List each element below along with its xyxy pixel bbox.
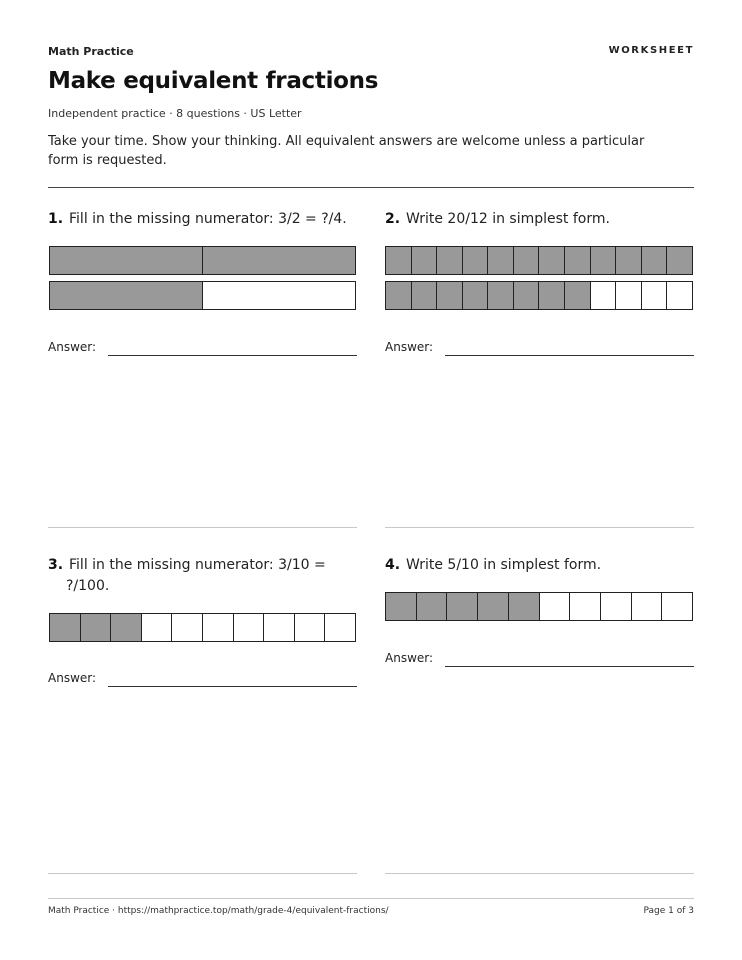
fraction-bar <box>385 246 693 275</box>
empty-cell <box>234 614 265 641</box>
shaded-cell <box>642 247 668 274</box>
answer-label: Answer: <box>48 340 97 354</box>
question-3-prompt <box>48 555 338 597</box>
shaded-cell <box>437 282 463 309</box>
shaded-cell <box>386 247 412 274</box>
brand-name: Math Practice <box>48 45 134 58</box>
fraction-bar <box>49 613 356 642</box>
shaded-cell <box>412 247 438 274</box>
question-2 <box>385 209 694 230</box>
shaded-cell <box>50 614 81 641</box>
empty-cell <box>540 593 571 620</box>
footer-source: Math Practice · https://mathpractice.top/math/grade-4/equivalent-fractions/ <box>48 906 389 916</box>
document-type-tag: WORKSHEET <box>608 45 694 56</box>
question-4-prompt <box>385 555 694 576</box>
empty-cell <box>570 593 601 620</box>
empty-cell <box>203 282 355 309</box>
empty-cell <box>591 282 617 309</box>
empty-cell <box>662 593 692 620</box>
question-2-answer <box>385 340 694 356</box>
question-3-number: 3. <box>48 557 64 573</box>
fraction-bar <box>385 592 693 621</box>
empty-cell <box>632 593 663 620</box>
shaded-cell <box>417 593 448 620</box>
empty-cell <box>264 614 295 641</box>
shaded-cell <box>565 247 591 274</box>
fraction-bar <box>49 281 356 310</box>
question-2-text: Write 20/12 in simplest form. <box>406 211 610 227</box>
page-subtitle: Independent practice · 8 questions · US Letter <box>48 107 302 120</box>
empty-cell <box>142 614 173 641</box>
shaded-cell <box>437 247 463 274</box>
shaded-cell <box>488 247 514 274</box>
empty-cell <box>667 282 692 309</box>
shaded-cell <box>412 282 438 309</box>
shaded-cell <box>616 247 642 274</box>
question-1-text: Fill in the missing numerator: 3/2 = ?/4. <box>69 211 347 227</box>
answer-label: Answer: <box>48 671 97 685</box>
shaded-cell <box>463 282 489 309</box>
page-title: Make equivalent fractions <box>48 68 379 94</box>
page-header <box>48 45 694 59</box>
shaded-cell <box>50 247 203 274</box>
shaded-cell <box>591 247 617 274</box>
page-number: Page 1 of 3 <box>643 906 694 916</box>
shaded-cell <box>463 247 489 274</box>
shaded-cell <box>539 247 565 274</box>
question-2-prompt <box>385 209 694 230</box>
question-4-answer <box>385 651 694 667</box>
empty-cell <box>642 282 668 309</box>
footer-divider <box>48 898 694 899</box>
question-2-number: 2. <box>385 211 401 227</box>
fraction-bar <box>49 246 356 275</box>
shaded-cell <box>539 282 565 309</box>
question-divider <box>48 873 357 874</box>
answer-line[interactable] <box>445 355 694 356</box>
answer-line[interactable] <box>445 666 694 667</box>
answer-line[interactable] <box>108 686 357 687</box>
shaded-cell <box>514 282 540 309</box>
empty-cell <box>325 614 355 641</box>
answer-line[interactable] <box>108 355 357 356</box>
shaded-cell <box>509 593 540 620</box>
question-1-prompt <box>48 209 357 230</box>
question-3 <box>48 555 338 597</box>
answer-label: Answer: <box>385 651 434 665</box>
question-divider <box>48 527 357 528</box>
question-3-text: Fill in the missing numerator: 3/10 = ?/100. <box>66 557 326 594</box>
question-4-text: Write 5/10 in simplest form. <box>406 557 602 573</box>
shaded-cell <box>447 593 478 620</box>
empty-cell <box>295 614 326 641</box>
empty-cell <box>203 614 234 641</box>
shaded-cell <box>478 593 509 620</box>
question-1-number: 1. <box>48 211 64 227</box>
shaded-cell <box>50 282 203 309</box>
shaded-cell <box>514 247 540 274</box>
shaded-cell <box>386 593 417 620</box>
question-3-answer <box>48 671 357 687</box>
question-4-number: 4. <box>385 557 401 573</box>
instructions: Take your time. Show your thinking. All equivalent answers are welcome unless a particular form is requested. <box>48 134 645 168</box>
shaded-cell <box>565 282 591 309</box>
question-divider <box>385 527 694 528</box>
empty-cell <box>172 614 203 641</box>
empty-cell <box>601 593 632 620</box>
shaded-cell <box>81 614 112 641</box>
question-1 <box>48 209 357 230</box>
header-divider <box>48 187 694 188</box>
empty-cell <box>616 282 642 309</box>
shaded-cell <box>488 282 514 309</box>
shaded-cell <box>111 614 142 641</box>
shaded-cell <box>386 282 412 309</box>
answer-label: Answer: <box>385 340 434 354</box>
question-4 <box>385 555 694 576</box>
question-1-answer <box>48 340 357 356</box>
shaded-cell <box>203 247 355 274</box>
question-divider <box>385 873 694 874</box>
fraction-bar <box>385 281 693 310</box>
shaded-cell <box>667 247 692 274</box>
